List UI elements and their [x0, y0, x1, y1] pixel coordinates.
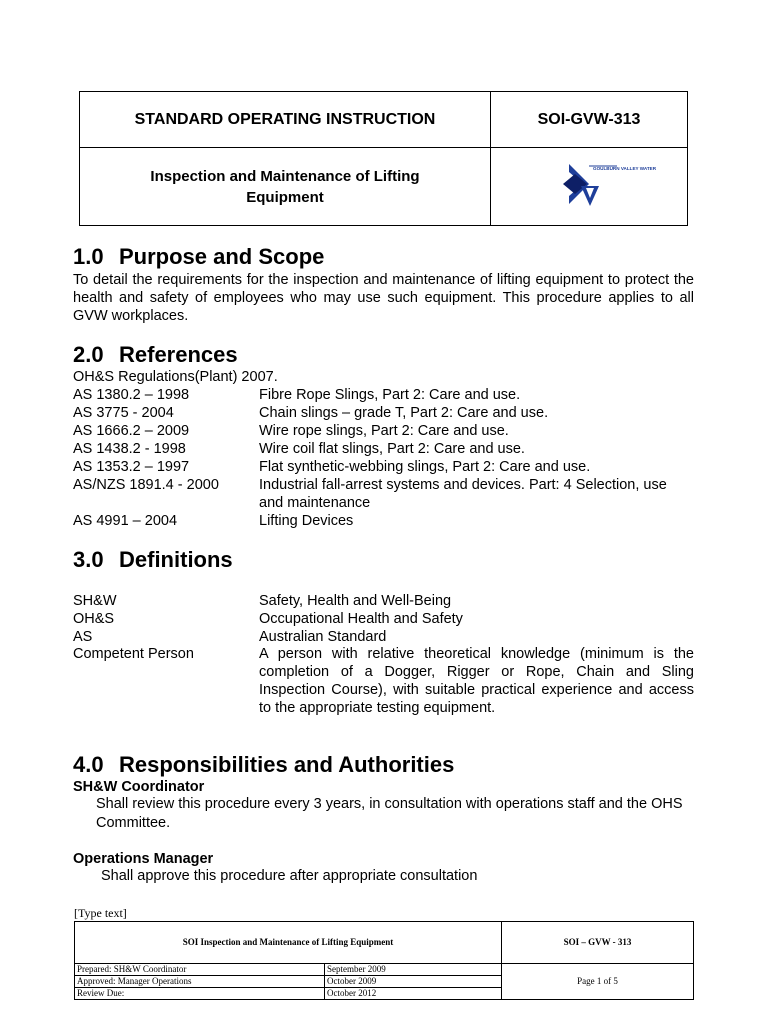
section-heading-references: 2.0 References [73, 342, 238, 367]
document-type: STANDARD OPERATING INSTRUCTION [80, 92, 491, 148]
footer-approved-label: Approved: Manager Operations [75, 976, 325, 988]
document-header [79, 91, 688, 226]
footer-title: SOI Inspection and Maintenance of Lifting Equipment [75, 922, 502, 964]
role-title-operations-manager: Operations Manager [73, 851, 214, 867]
role-text-shw-coordinator: Shall review this procedure every 3 years, in consultation with operations staff and the OHS Committee. [96, 796, 683, 831]
footer-prepared-label: Prepared: SH&W Coordinator [75, 964, 325, 976]
section-heading-definitions: 3.0 Definitions [73, 547, 233, 572]
document-footer [74, 921, 694, 1000]
document-title: Inspection and Maintenance of Lifting Equipment [150, 167, 420, 206]
footer-review-date: October 2012 [325, 988, 502, 1000]
page-number: Page 1 of 5 [502, 964, 694, 1000]
footer-code: SOI – GVW - 313 [502, 922, 694, 964]
type-text-placeholder: [Type text] [74, 906, 127, 920]
section-heading-responsibilities: 4.0 Responsibilities and Authorities [73, 752, 455, 777]
section-heading-purpose: 1.0 Purpose and Scope [73, 244, 325, 269]
logo-text: GOULBURN VALLEY WATER [593, 166, 657, 171]
footer-review-label: Review Due: [75, 988, 325, 1000]
footer-prepared-date: September 2009 [325, 964, 502, 976]
purpose-paragraph: To detail the requirements for the inspection and maintenance of lifting equipment to protect the health and safety of employees who may use such equipment. This procedure applies to all GVW workplaces. [73, 272, 694, 324]
role-text-operations-manager: Shall approve this procedure after appropriate consultation [101, 868, 478, 884]
footer-approved-date: October 2009 [325, 976, 502, 988]
goulburn-valley-water-logo-icon [559, 160, 657, 208]
document-code: SOI-GVW-313 [491, 92, 688, 148]
role-title-shw-coordinator: SH&W Coordinator [73, 779, 205, 795]
